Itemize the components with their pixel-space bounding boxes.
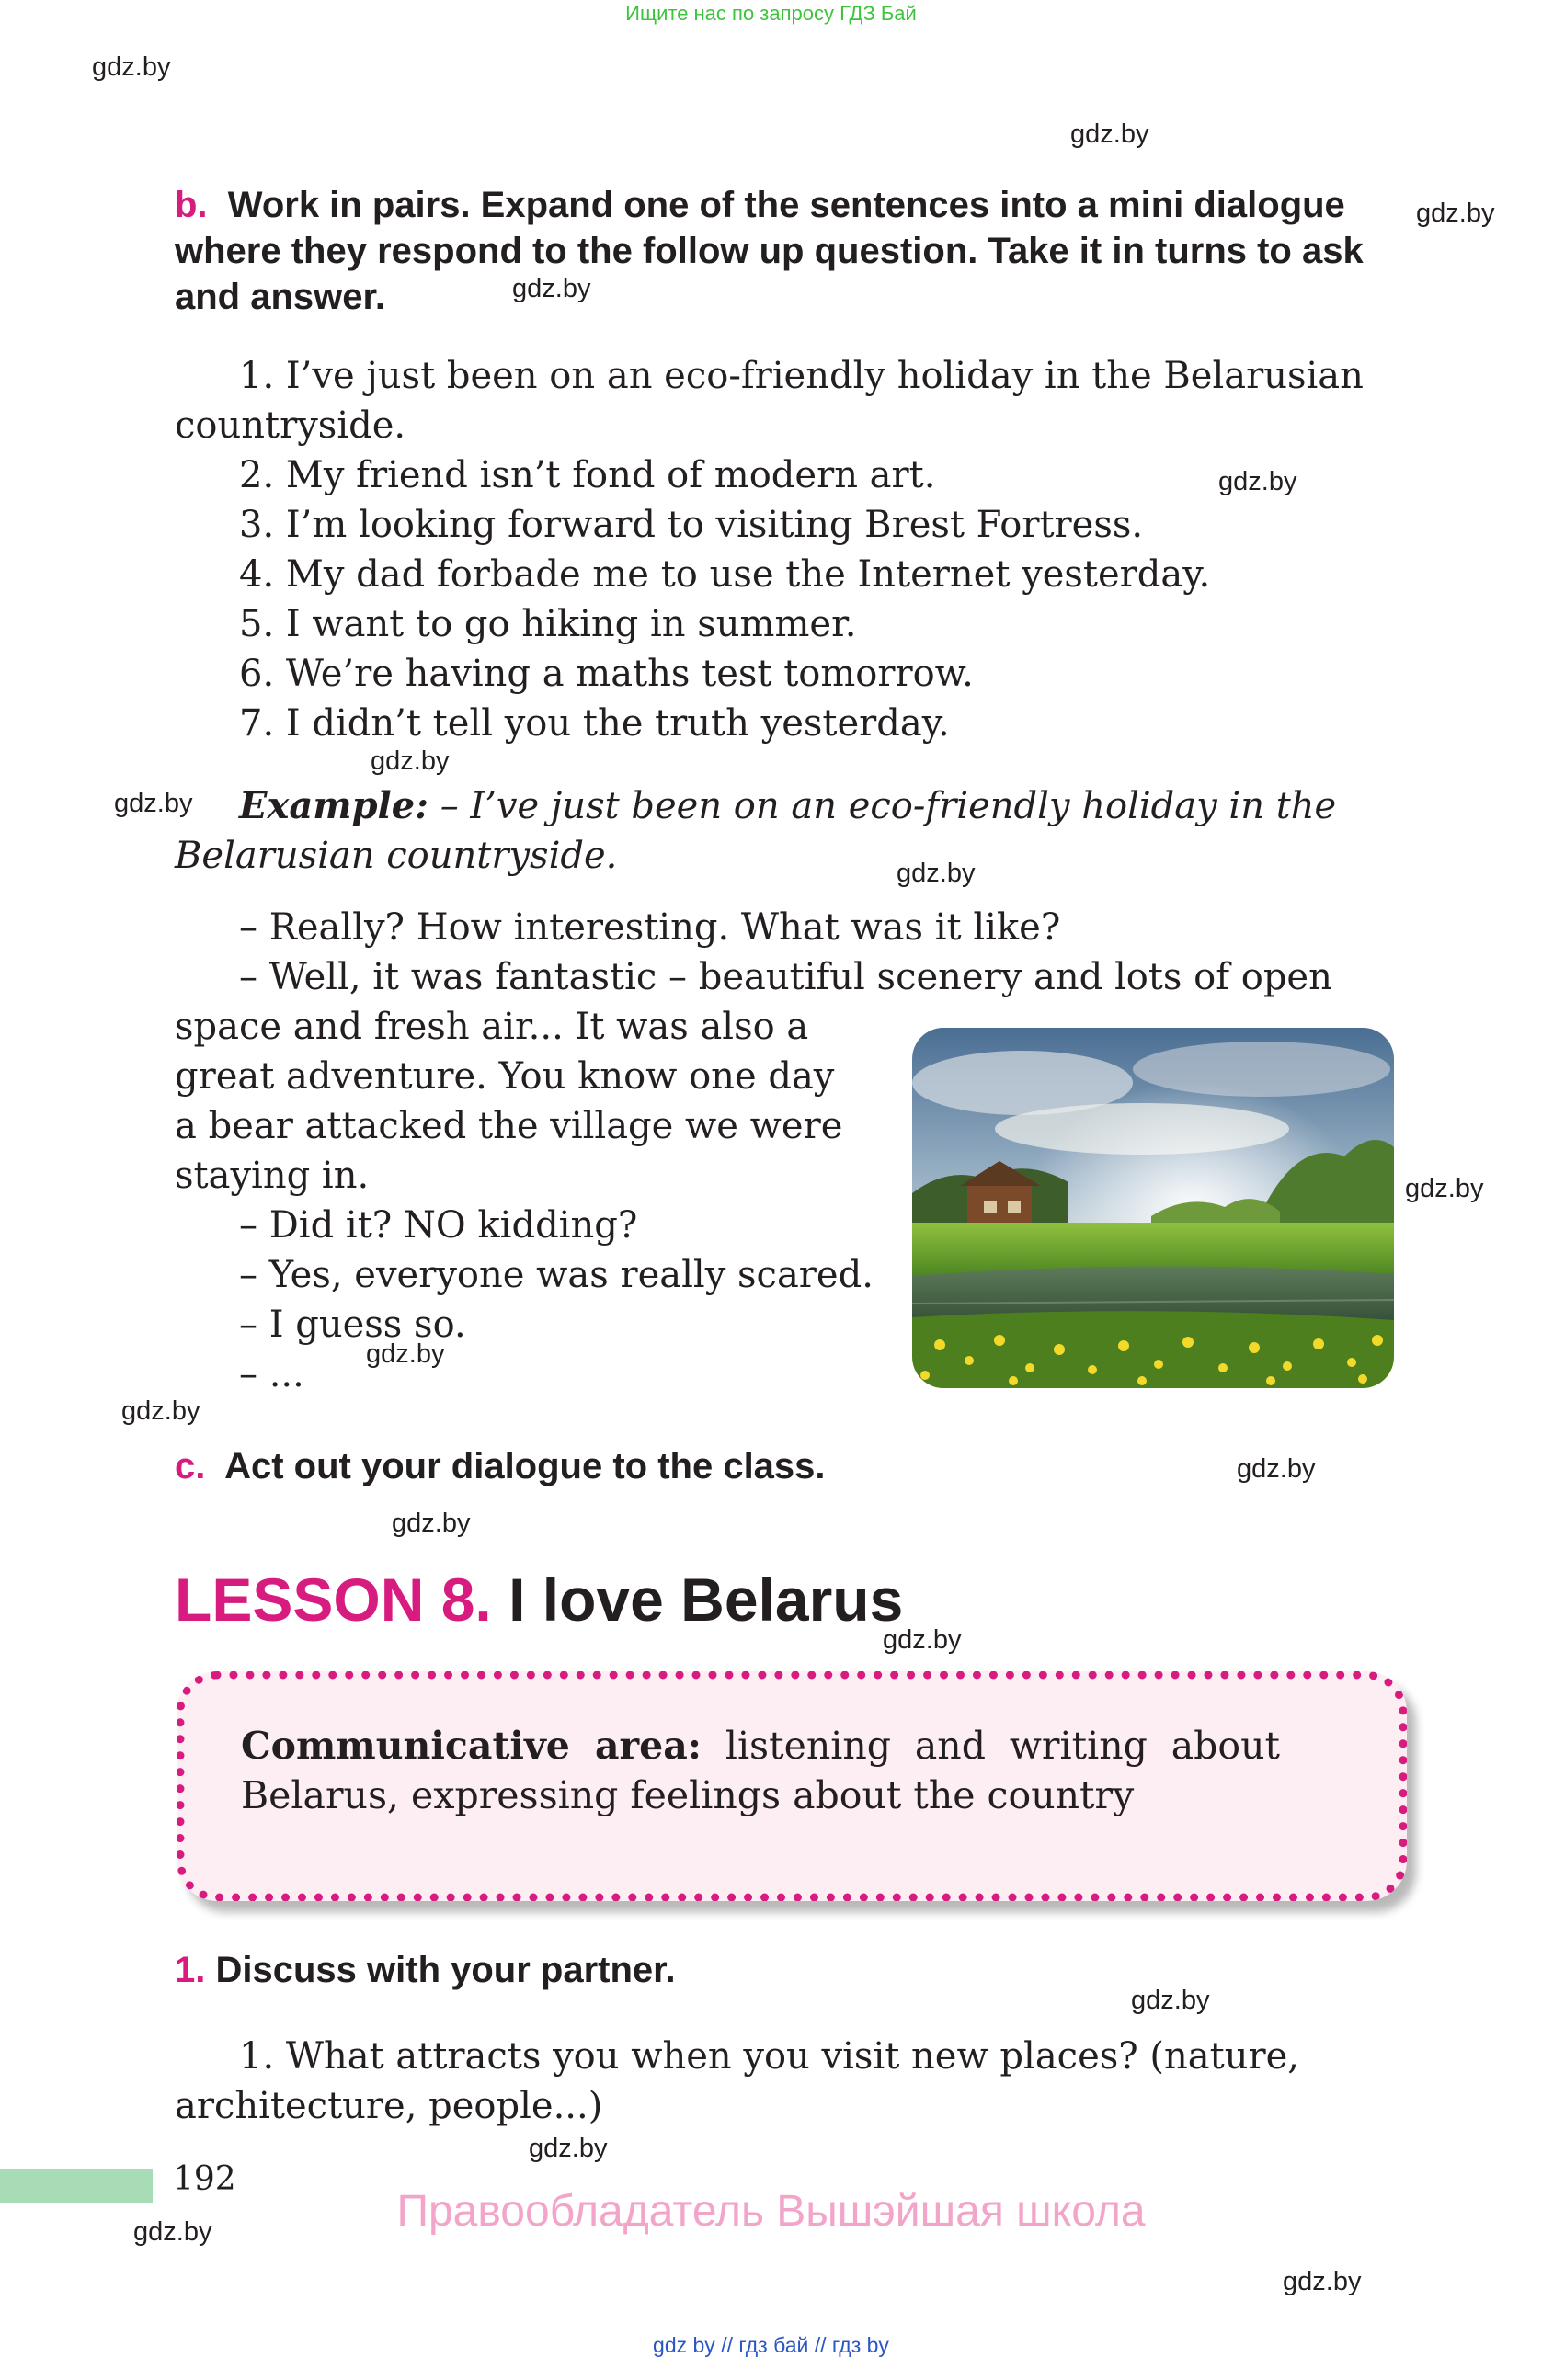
watermark: gdz.by bbox=[121, 1396, 200, 1426]
task-b-instruction bbox=[175, 182, 1407, 320]
dialogue-line: – ... bbox=[239, 1353, 304, 1395]
example-text: Belarusian countryside. bbox=[175, 835, 618, 877]
example-text: – I’ve just been on an eco-friendly holiday in the bbox=[440, 785, 1337, 827]
dialogue-line: – Really? How interesting. What was it like? bbox=[239, 906, 1061, 949]
list-item: 1. What attracts you when you visit new places? (nature, bbox=[239, 2035, 1299, 2078]
copyright-holder: Правообладатель Вышэйшая школа bbox=[396, 2187, 1146, 2236]
dialogue-line: – Did it? NO kidding? bbox=[239, 1204, 638, 1247]
search-hint: Ищите нас по запросу ГДЗ Бай bbox=[625, 2, 917, 25]
list-item: 2. My friend isn’t fond of modern art. bbox=[239, 454, 936, 496]
task-c-instruction bbox=[175, 1443, 826, 1489]
task-1-instruction bbox=[175, 1947, 676, 1993]
dialogue-line: – I guess so. bbox=[239, 1304, 466, 1346]
watermark: gdz.by bbox=[897, 859, 976, 888]
watermark: gdz.by bbox=[92, 52, 171, 82]
dialogue-wrapped bbox=[175, 1002, 883, 1399]
watermark: gdz.by bbox=[883, 1625, 962, 1655]
list-item: architecture, people...) bbox=[175, 2085, 603, 2127]
watermark: gdz.by bbox=[1070, 120, 1149, 149]
watermark: gdz.by bbox=[366, 1339, 445, 1369]
watermark: gdz.by bbox=[114, 789, 193, 818]
sentence-list bbox=[175, 351, 1407, 748]
countryside-photo bbox=[912, 1028, 1394, 1388]
watermark: gdz.by bbox=[392, 1509, 471, 1538]
watermark: gdz.by bbox=[1237, 1454, 1316, 1484]
watermark: gdz.by bbox=[1405, 1174, 1484, 1203]
dialogue-line: a bear attacked the village we were bbox=[175, 1105, 843, 1147]
example-block bbox=[175, 781, 1407, 881]
list-item: 7. I didn’t tell you the truth yesterday. bbox=[239, 702, 950, 745]
lesson-title bbox=[175, 1563, 903, 1636]
task-letter: b. bbox=[175, 185, 208, 225]
watermark: gdz.by bbox=[133, 2217, 212, 2247]
dialogue-line: – Well, it was fantastic – beautiful scenery and lots of open bbox=[239, 956, 1332, 998]
question-list bbox=[175, 2032, 1407, 2131]
dialogue-line: great adventure. You know one day bbox=[175, 1055, 835, 1098]
task-text: Act out your dialogue to the class. bbox=[224, 1446, 826, 1486]
communicative-area-text bbox=[241, 1721, 1280, 1820]
communicative-description: listening and writing about Belarus, expressing feelings about the country bbox=[241, 1724, 1280, 1817]
communicative-label: Communicative area: bbox=[241, 1724, 702, 1768]
dialogue-full bbox=[175, 903, 1407, 1002]
example-label: Example: bbox=[239, 784, 428, 827]
task-text: and answer. bbox=[175, 277, 385, 317]
watermark: gdz.by bbox=[371, 746, 450, 776]
page-number: 192 bbox=[173, 2160, 236, 2198]
watermark: gdz.by bbox=[1131, 1986, 1210, 2015]
task-number: 1. bbox=[175, 1950, 206, 1990]
list-item: 6. We’re having a maths test tomorrow. bbox=[239, 653, 974, 695]
task-letter: c. bbox=[175, 1446, 206, 1486]
dialogue-line: space and fresh air... It was also a bbox=[175, 1006, 809, 1048]
list-item: 3. I’m looking forward to visiting Brest Fortress. bbox=[239, 504, 1144, 546]
watermark: gdz.by bbox=[529, 2134, 608, 2163]
lesson-number: LESSON 8. bbox=[175, 1566, 492, 1634]
list-item: 1. I’ve just been on an eco-friendly holiday in the Belarusian bbox=[239, 355, 1364, 397]
list-item: 5. I want to go hiking in summer. bbox=[239, 603, 857, 645]
lesson-name: I love Belarus bbox=[508, 1566, 904, 1634]
dialogue-line: – Yes, everyone was really scared. bbox=[239, 1254, 874, 1296]
list-item: countryside. bbox=[175, 404, 406, 447]
watermark: gdz.by bbox=[1416, 199, 1495, 228]
footer-links[interactable]: gdz by // гдз бай // гдз by bbox=[653, 2333, 889, 2357]
dialogue-line: staying in. bbox=[175, 1155, 370, 1197]
watermark: gdz.by bbox=[512, 274, 591, 303]
task-text: Work in pairs. Expand one of the sentences into a mini dialogue bbox=[227, 185, 1345, 225]
task-text: where they respond to the follow up question. Take it in turns to ask bbox=[175, 231, 1364, 271]
task-text: Discuss with your partner. bbox=[215, 1950, 676, 1990]
list-item: 4. My dad forbade me to use the Internet yesterday. bbox=[239, 553, 1211, 596]
watermark: gdz.by bbox=[1218, 467, 1297, 496]
watermark: gdz.by bbox=[1283, 2267, 1362, 2296]
